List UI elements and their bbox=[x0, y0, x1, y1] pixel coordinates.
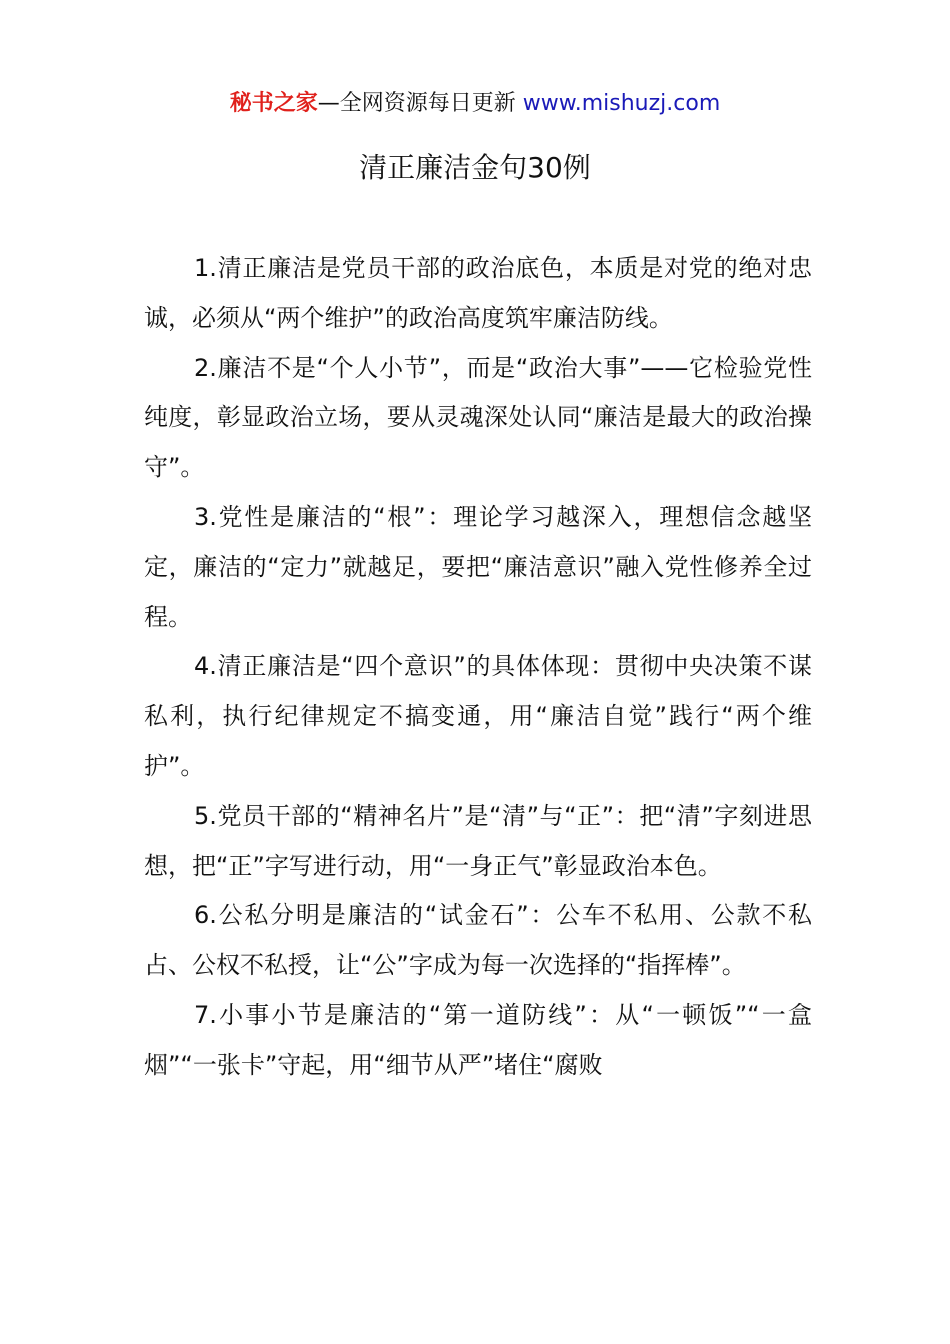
header-tagline: —全网资源每日更新 bbox=[317, 91, 523, 116]
paragraph-2: 2.廉洁不是“个人小节”，而是“政治大事”——它检验党性纯度，彰显政治立场，要从灵魂深处认同“廉洁是最大的政治操守”。 bbox=[144, 353, 812, 482]
paragraph-6: 6.公私分明是廉洁的“试金石”：公车不私用、公款不私占、公权不私授，让“公”字成为每一次选择的“指挥棒”。 bbox=[144, 901, 812, 980]
paragraph-7: 7.小事小节是廉洁的“第一道防线”：从“一顿饭”“一盒烟”“一张卡”守起，用“细节从严”堵住“腐败 bbox=[144, 1000, 812, 1079]
paragraph-4: 4.清正廉洁是“四个意识”的具体体现：贯彻中央决策不谋私利，执行纪律规定不搞变通，用“廉洁自觉”践行“两个维护”。 bbox=[144, 652, 812, 780]
site-header bbox=[0, 88, 950, 120]
paragraph-1: 1.清正廉洁是党员干部的政治底色，本质是对党的绝对忠诚，必须从“两个维护”的政治高度筑牢廉洁防线。 bbox=[144, 254, 812, 332]
paragraph-5: 5.党员干部的“精神名片”是“清”与“正”：把“清”字刻进思想，把“正”字写进行动，用“一身正气”彰显政治本色。 bbox=[144, 801, 812, 880]
brand-name: 秘书之家 bbox=[229, 91, 318, 116]
document-title: 清正廉洁金句30例 bbox=[359, 151, 591, 184]
document-body bbox=[144, 244, 812, 1091]
site-url-link[interactable]: www.mishuzj.com bbox=[522, 91, 721, 116]
paragraph-3: 3.党性是廉洁的“根”：理论学习越深入，理想信念越坚定，廉洁的“定力”就越足，要把“廉洁意识”融入党性修养全过程。 bbox=[144, 502, 812, 631]
